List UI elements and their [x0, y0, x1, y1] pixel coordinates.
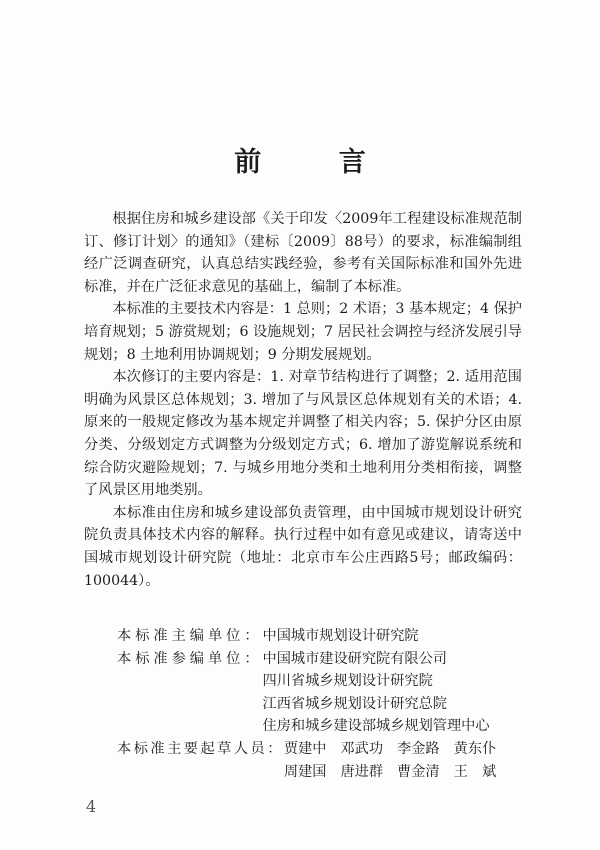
participant-unit: 四川省城乡规划设计研究院 — [262, 673, 433, 690]
paragraph: 本标准由住房和城乡建设部负责管理，由中国城市规划设计研究院负责具体技术内容的解释。执行过程中如有意见或建议，请寄送中国城市规划设计研究院（地址：北京市车公庄西路5号；邮政编码：100044）。 — [84, 504, 522, 589]
drafter-name: 李金路 — [397, 740, 440, 757]
drafter-name: 王 斌 — [453, 763, 497, 780]
drafter-name: 周建国 — [283, 763, 327, 780]
participant-unit-row — [117, 648, 557, 738]
drafter-name: 黄东仆 — [453, 740, 497, 757]
drafters-row — [117, 738, 557, 783]
drafter-line — [284, 761, 496, 784]
page-title: 前 言 — [234, 147, 400, 178]
drafter-name: 曹金清 — [397, 763, 440, 780]
chief-unit-row — [117, 625, 557, 648]
drafter-name: 唐进群 — [340, 763, 384, 780]
drafter-line — [284, 738, 496, 761]
drafters-label: 本标准主要起草人员： — [117, 740, 284, 757]
participant-unit: 中国城市建设研究院有限公司 — [262, 650, 447, 667]
drafter-name: 邓武功 — [340, 740, 384, 757]
participant-unit-label: 本标准参编单位： — [117, 650, 263, 667]
credits-block — [117, 625, 557, 783]
paragraph: 本次修订的主要内容是：1. 对章节结构进行了调整；2. 适用范围明确为风景区总体规划；3. 增加了与风景区总体规划有关的术语；4. 原来的一般规定修改为基本规定并调整了相关内容；5. 保护分区由原分类、分级划定方式调整为分级划定方式；6. 增加了游览解说系统和综合防灾避险规划；7. 与城乡用地分类和土地利用分类相衔接，调整了风景区用地类别。 — [84, 369, 522, 499]
participant-unit: 住房和城乡建设部城乡规划管理中心 — [262, 718, 490, 735]
paragraph: 根据住房和城乡建设部《关于印发〈2009年工程建设标准规范制订、修订计划〉的通知》（建标〔2009〕88号）的要求，标准编制组经广泛调查研究，认真总结实践经验，参考有关国际标准和国外先进标准，并在广泛征求意见的基础上，编制了本标准。 — [84, 211, 522, 295]
chief-unit: 中国城市规划设计研究院 — [262, 628, 419, 644]
preface-body — [84, 208, 522, 592]
paragraph: 本标准的主要技术内容是：1 总则；2 术语；3 基本规定；4 保护培育规划；5 游赏规划；6 设施规划；7 居民社会调控与经济发展引导规划；8 土地利用协调规划；9 分期发展规划。 — [84, 301, 522, 363]
drafter-name: 贾建中 — [283, 740, 327, 757]
chief-unit-label: 本标准主编单位： — [117, 628, 263, 644]
page-number: 4 — [86, 797, 97, 816]
participant-unit: 江西省城乡规划设计研究总院 — [262, 695, 447, 712]
